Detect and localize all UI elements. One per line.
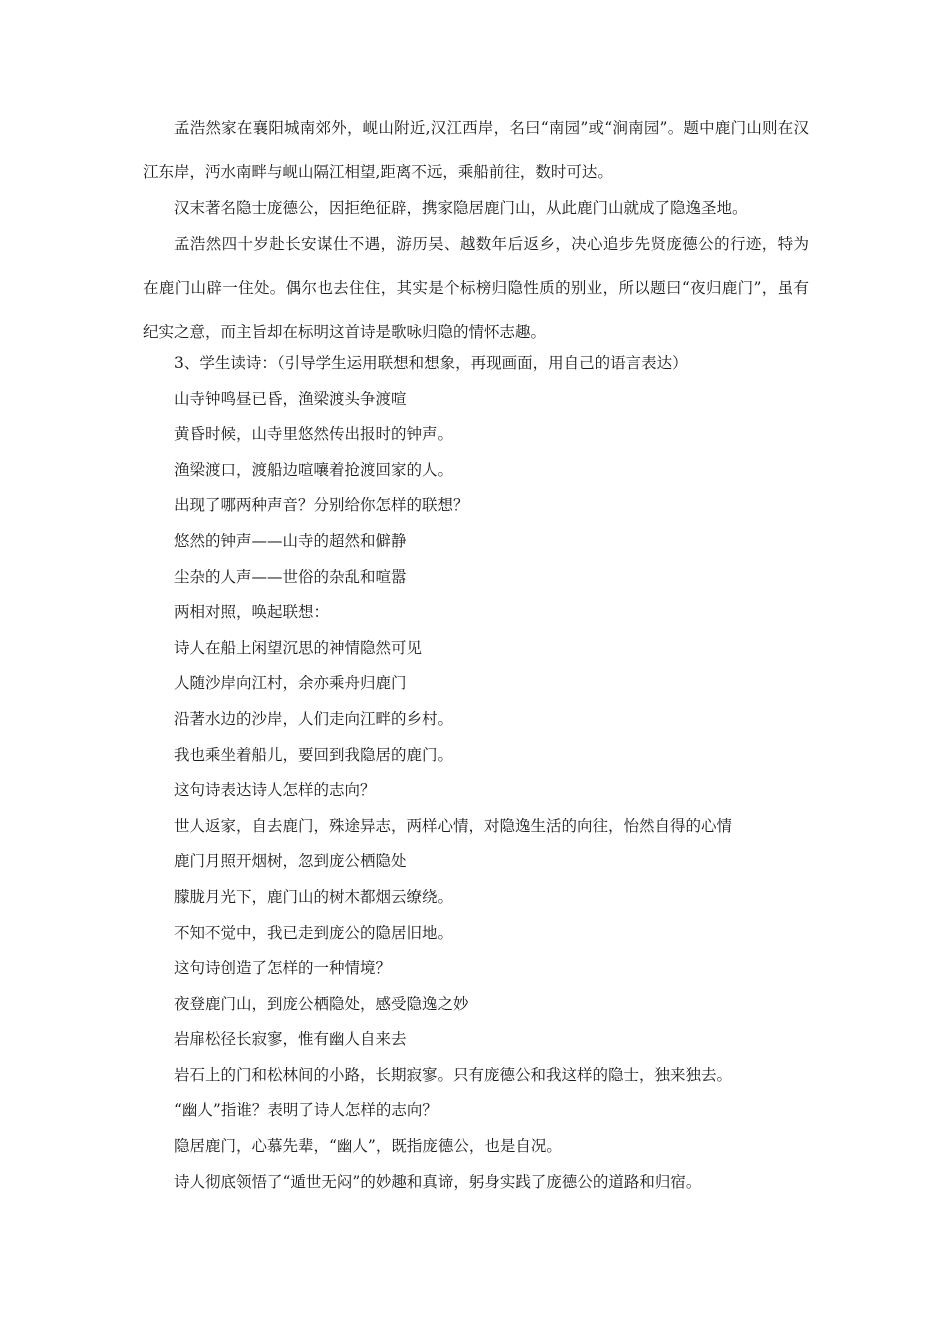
answer-line: 尘杂的人声——世俗的杂乱和喧嚣: [174, 567, 407, 586]
answer-line: 诗人在船上闲望沉思的神情隐然可见: [174, 638, 423, 657]
poem-line: 山寺钟鸣昼已昏，渔梁渡头争渡喧: [174, 389, 407, 408]
paragraph-meng-haoran-background: 孟浩然四十岁赴长安谋仕不遇，游历吴、越数年后返乡，决心追步先贤庞德公的行迹，特为在鹿门山辟一住处。偶尔也去住住，其实是个标榜归隐性质的别业，所以题曰“夜归鹿门”，虽有纪实之意，而主旨却在标明这首诗是歌咏归隐的情怀志趣。: [143, 235, 809, 341]
translation-line: 渔梁渡口，渡船边喧嚷着抢渡回家的人。: [174, 460, 454, 479]
document-body: [143, 118, 809, 1200]
poem-line: 鹿门月照开烟树，忽到庞公栖隐处: [174, 852, 407, 871]
translation-line: 黄昏时候，山寺里悠然传出报时的钟声。: [174, 425, 454, 444]
answer-line: 两相对照，唤起联想：: [174, 603, 330, 622]
question-line: 这句诗表达诗人怎样的志向？: [174, 781, 376, 800]
answer-line: 悠然的钟声——山寺的超然和僻静: [174, 531, 407, 550]
translation-line: 岩石上的门和松林间的小路，长期寂寥。只有庞德公和我这样的隐士，独来独去。: [174, 1065, 733, 1084]
section-heading-student-reading: 3、学生读诗：（引导学生运用联想和想象，再现画面，用自己的语言表达）: [174, 354, 688, 372]
answer-line: 世人返家，自去鹿门，殊途异志，两样心情，对隐逸生活的向往，怡然自得的心情: [174, 816, 733, 835]
translation-line: 不知不觉中，我已走到庞公的隐居旧地。: [174, 923, 454, 942]
translation-line: 朦胧月光下，鹿门山的树木都烟云缭绕。: [174, 887, 454, 906]
translation-line: 我也乘坐着船儿，要回到我隐居的鹿门。: [174, 745, 454, 764]
paragraph-pangdegong: 汉末著名隐士庞德公，因拒绝征辟，携家隐居鹿门山，从此鹿门山就成了隐逸圣地。: [174, 199, 748, 217]
answer-line: 隐居鹿门，心慕先辈，“幽人”，既指庞德公，也是自况。: [174, 1137, 562, 1156]
poem-line: 岩扉松径长寂寥，惟有幽人自来去: [174, 1030, 407, 1049]
translation-line: 沿著水边的沙岸，人们走向江畔的乡村。: [174, 709, 454, 728]
question-line: “幽人”指谁？表明了诗人怎样的志向？: [174, 1101, 438, 1120]
answer-line: 夜登鹿门山，到庞公栖隐处，感受隐逸之妙: [174, 994, 469, 1013]
question-line: 这句诗创造了怎样的一种情境？: [174, 959, 392, 978]
poem-line: 人随沙岸向江村，余亦乘舟归鹿门: [174, 674, 407, 693]
question-line: 出现了哪两种声音？分别给你怎样的联想？: [174, 496, 469, 515]
paragraph-nanyuan: 孟浩然家在襄阳城南郊外，岘山附近,汉江西岸，名曰“南园”或“涧南园”。题中鹿门山则在汉江东岸，沔水南畔与岘山隔江相望,距离不远，乘船前往，数时可达。: [143, 119, 809, 181]
answer-line: 诗人彻底领悟了“遁世无闷”的妙趣和真谛，躬身实践了庞德公的道路和归宿。: [174, 1172, 702, 1191]
